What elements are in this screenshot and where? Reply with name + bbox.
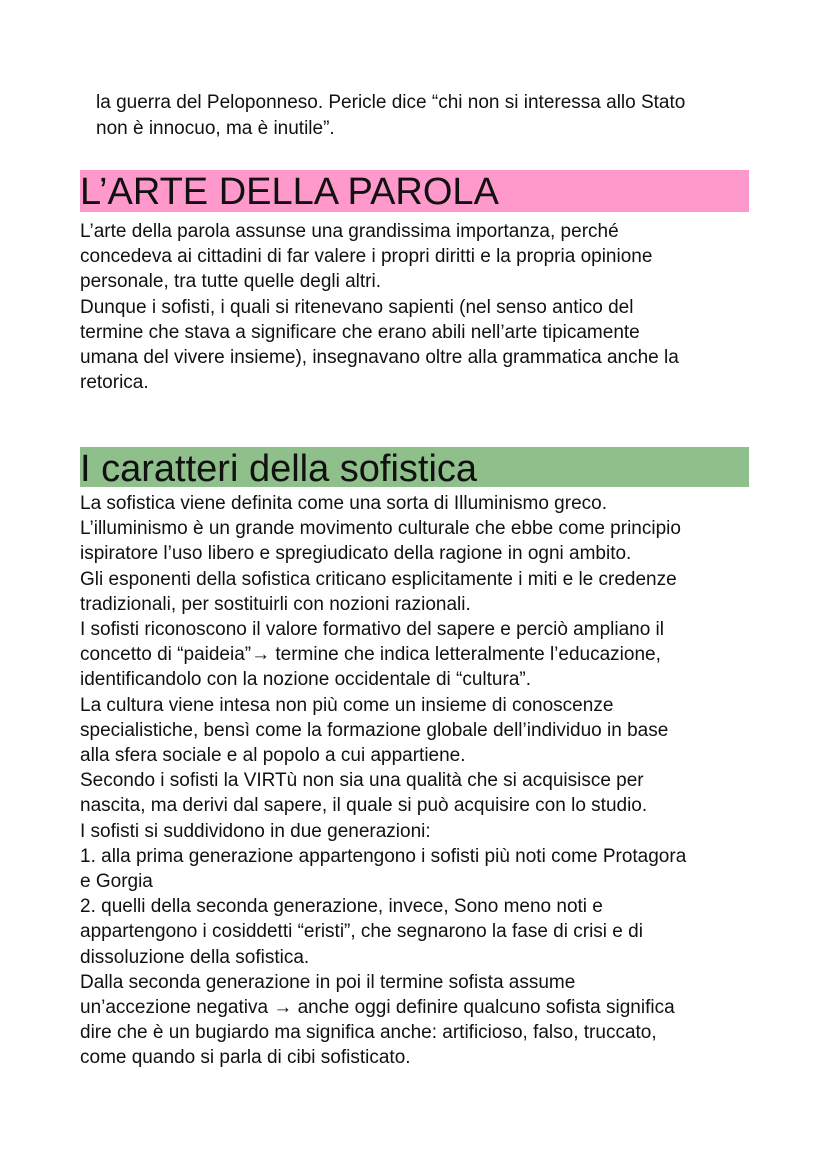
text-line: Dunque i sofisti, i quali si ritenevano sapienti (nel senso antico del: [80, 296, 634, 318]
text-line: concedeva ai cittadini di far valere i propri diritti e la propria opinione: [80, 246, 653, 268]
text-line: specialistiche, bensì come la formazione globale dell’individuo in base: [80, 719, 669, 741]
intro-paragraph: [96, 90, 756, 142]
text-line: ispiratore l’uso libero e spregiudicato della ragione in ogni ambito.: [80, 543, 632, 565]
text-line: 2. quelli della seconda generazione, invece, Sono meno noti e: [80, 896, 603, 918]
text-line: Secondo i sofisti la VIRTù non sia una qualità che si acquisisce per: [80, 770, 644, 792]
section-heading-caratteri-sofistica: I caratteri della sofistica: [80, 447, 749, 487]
text-line: un’accezione negativa → anche oggi definire qualcuno sofista significa: [80, 997, 675, 1019]
text-line: nascita, ma derivi dal sapere, il quale si può acquisire con lo studio.: [80, 795, 648, 817]
text-line: L’illuminismo è un grande movimento culturale che ebbe come principio: [80, 518, 681, 540]
text-line: L’arte della parola assunse una grandissima importanza, perché: [80, 221, 619, 242]
text-line: alla sfera sociale e al popolo a cui appartiene.: [80, 745, 466, 767]
text-line: identificandolo con la nozione occidentale di “cultura”.: [80, 669, 531, 691]
text-line: non è innocuo, ma è inutile”.: [96, 118, 335, 139]
text-line: I sofisti riconoscono il valore formativo del sapere e perciò ampliano il: [80, 619, 664, 641]
text-line: La cultura viene intesa non più come un insieme di conoscenze: [80, 694, 614, 716]
text-line: la guerra del Peloponneso. Pericle dice “chi non si interessa allo Stato: [96, 92, 686, 113]
text-line: 1. alla prima generazione appartengono i sofisti più noti come Protagora: [80, 845, 687, 867]
text-line: umana del vivere insieme), insegnavano oltre alla grammatica anche la: [80, 347, 679, 369]
text-line: e Gorgia: [80, 871, 153, 893]
text-line: tradizionali, per sostituirli con nozioni razionali.: [80, 593, 471, 615]
text-line: La sofistica viene definita come una sorta di Illuminismo greco.: [80, 493, 607, 514]
text-line: termine che stava a significare che erano abili nell’arte tipicamente: [80, 321, 640, 343]
text-line: retorica.: [80, 372, 149, 394]
text-line: concetto di “paideia”→ termine che indica letteralmente l’educazione,: [80, 644, 661, 666]
section-body-caratteri-sofistica: [80, 491, 770, 1071]
text-line: dire che è un bugiardo ma significa anche: artificioso, falso, truccato,: [80, 1022, 657, 1044]
text-line: dissoluzione della sofistica.: [80, 946, 310, 968]
text-line: Gli esponenti della sofistica criticano esplicitamente i miti e le credenze: [80, 568, 677, 590]
section-heading-arte-della-parola: L’ARTE DELLA PAROLA: [80, 170, 749, 212]
text-line: Dalla seconda generazione in poi il termine sofista assume: [80, 971, 576, 993]
section-body-arte-della-parola: [80, 219, 770, 395]
text-line: appartengono i cosiddetti “eristi”, che segnarono la fase di crisi e di: [80, 921, 643, 943]
text-line: personale, tra tutte quelle degli altri.: [80, 271, 382, 293]
text-line: come quando si parla di cibi sofisticato.: [80, 1047, 411, 1069]
text-line: I sofisti si suddividono in due generazioni:: [80, 820, 431, 842]
